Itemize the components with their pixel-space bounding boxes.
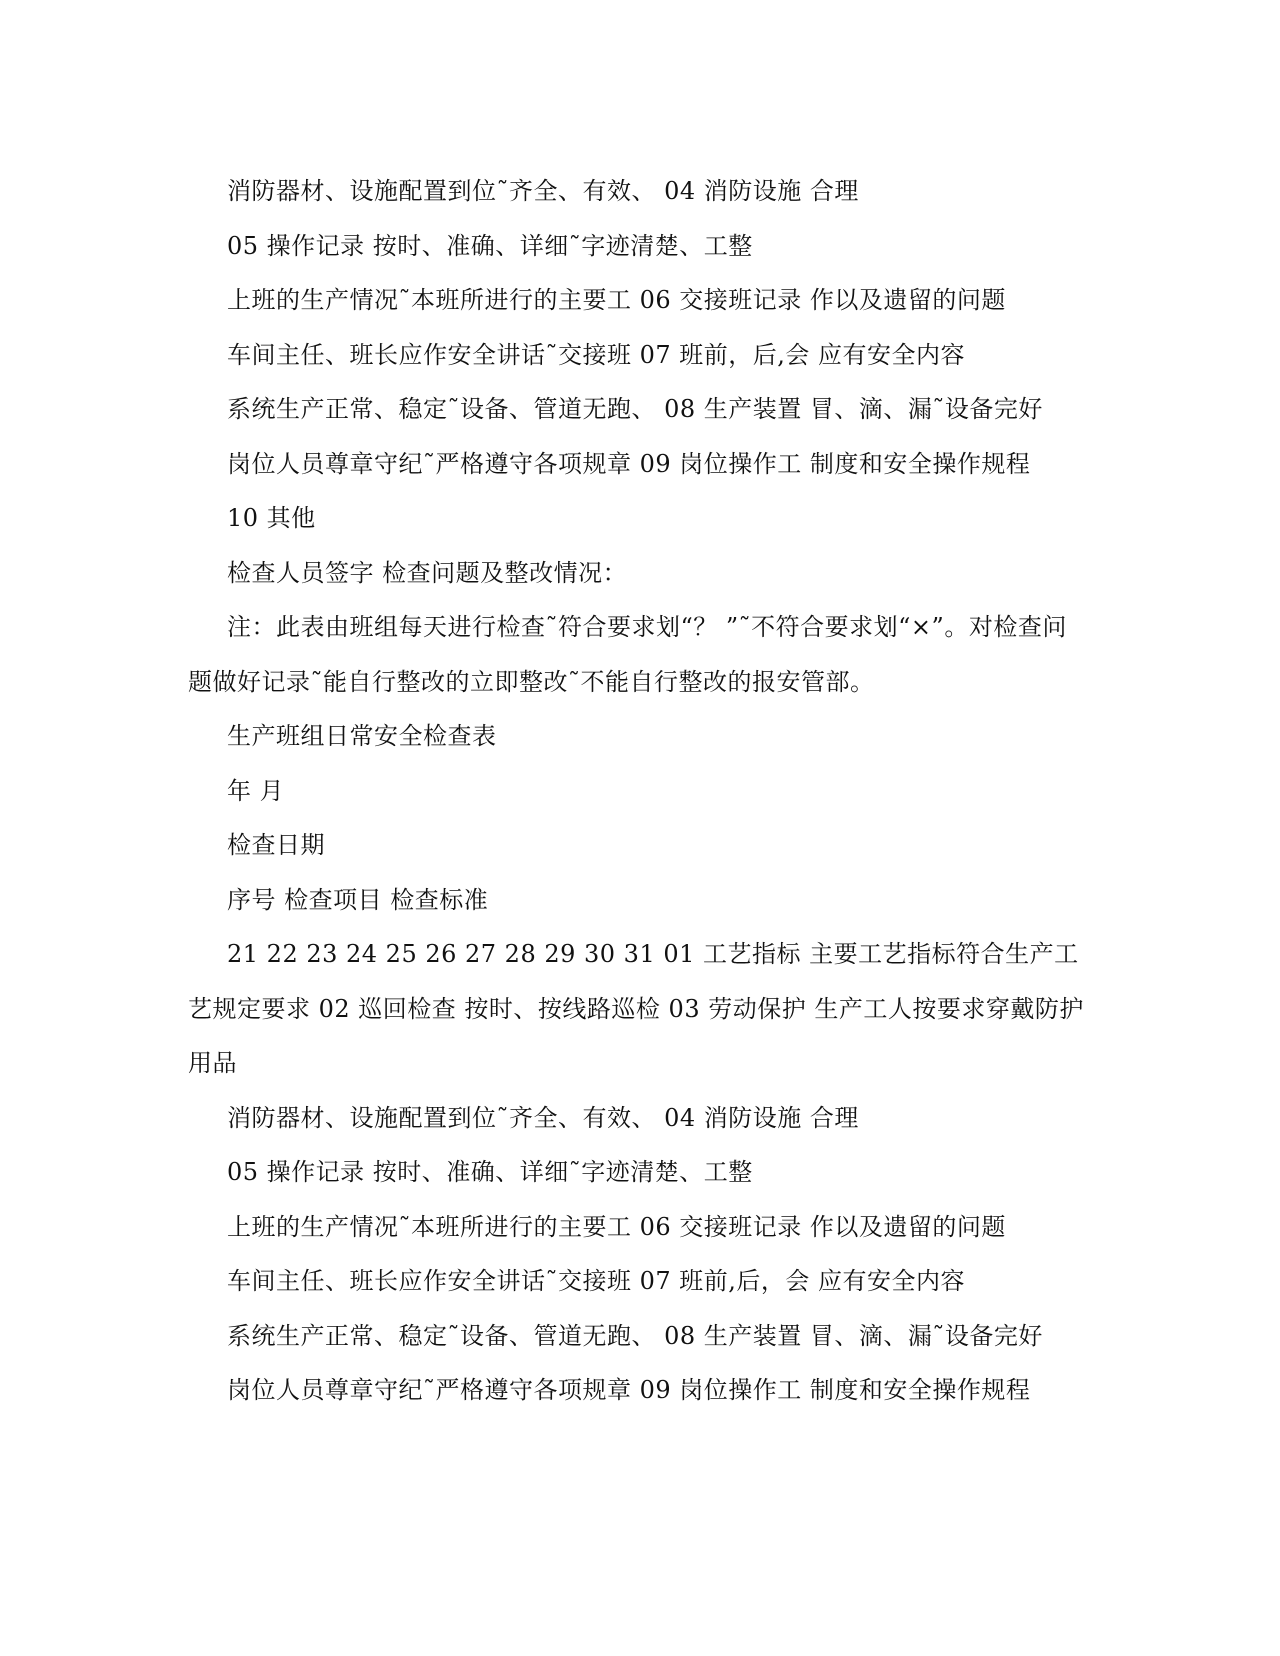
- paragraph-other: 10 其他: [227, 504, 316, 532]
- paragraph-note: 注：此表由班组每天进行检查˜符合要求划“？ ”˜不符合要求划“×”。对检查问题做好记录˜能自行整改的立即整改˜不能自行整改的报安管部。: [188, 613, 1067, 696]
- paragraph-operation-record-2: 05 操作记录 按时、准确、详细˜字迹清楚、工整: [227, 1158, 753, 1186]
- paragraph-pre-shift-meeting: 车间主任、班长应作安全讲话˜交接班 07 班前，后,会 应有安全内容: [227, 340, 966, 369]
- paragraph-year-month: 年 月: [227, 776, 285, 805]
- paragraph-production-unit-2: 系统生产正常、稳定˜设备、管道无跑、 08 生产装置 冒、滴、漏˜设备完好: [227, 1321, 1043, 1350]
- document-body: [188, 164, 1088, 1418]
- paragraph-inspection-date: 检查日期: [227, 831, 325, 859]
- paragraph-post-operator-2: 岗位人员尊章守纪˜严格遵守各项规章 09 岗位操作工 制度和安全操作规程: [227, 1376, 1031, 1404]
- paragraph-inspector-signature: 检查人员签字 检查问题及整改情况：: [227, 558, 628, 587]
- paragraph-post-operator: 岗位人员尊章守纪˜严格遵守各项规章 09 岗位操作工 制度和安全操作规程: [227, 449, 1031, 478]
- paragraph-day-numbers-items: 21 22 23 24 25 26 27 28 29 30 31 01 工艺指标 主要工艺指标符合生产工艺规定要求 02 巡回检查 按时、按线路巡检 03 劳动保护 生产工人按要求穿戴防护用品: [188, 940, 1084, 1077]
- paragraph-shift-handover: 上班的生产情况˜本班所进行的主要工 06 交接班记录 作以及遗留的问题: [227, 286, 1006, 314]
- paragraph-pre-shift-meeting-2: 车间主任、班长应作安全讲话˜交接班 07 班前,后，会 应有安全内容: [227, 1267, 966, 1295]
- form-title: 生产班组日常安全检查表: [227, 722, 497, 750]
- paragraph-fire-equipment: 消防器材、设施配置到位˜齐全、有效、 04 消防设施 合理: [227, 177, 859, 205]
- paragraph-production-unit: 系统生产正常、稳定˜设备、管道无跑、 08 生产装置 冒、滴、漏˜设备完好: [227, 395, 1043, 423]
- paragraph-shift-handover-2: 上班的生产情况˜本班所进行的主要工 06 交接班记录 作以及遗留的问题: [227, 1212, 1006, 1241]
- paragraph-fire-equipment-2: 消防器材、设施配置到位˜齐全、有效、 04 消防设施 合理: [227, 1103, 859, 1132]
- table-header-row: 序号 检查项目 检查标准: [227, 885, 489, 914]
- paragraph-operation-record: 05 操作记录 按时、准确、详细˜字迹清楚、工整: [227, 231, 753, 260]
